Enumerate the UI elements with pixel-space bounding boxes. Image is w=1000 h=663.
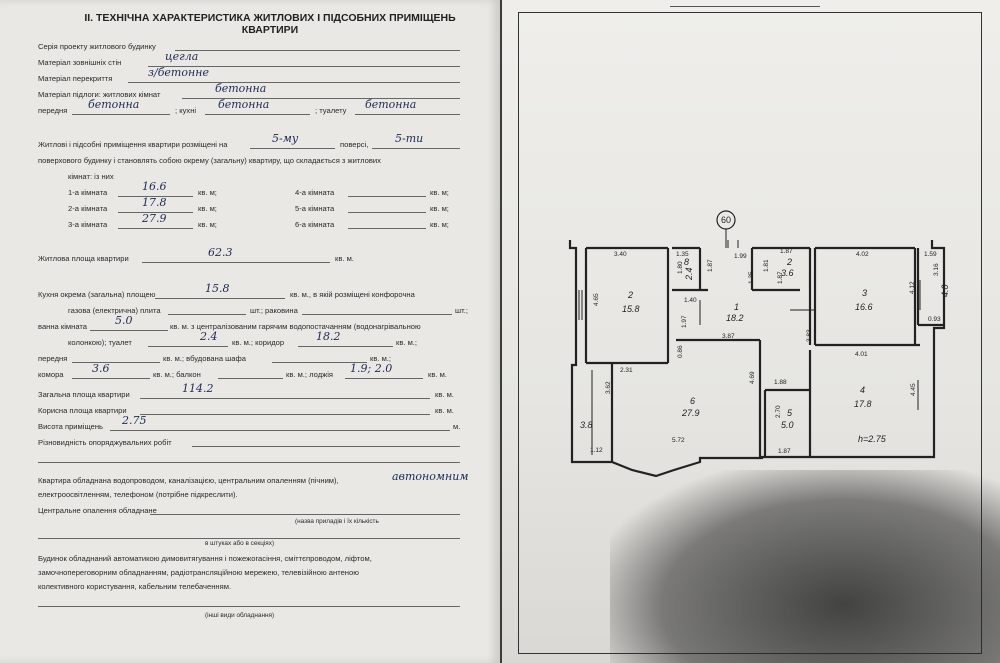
dim-label: 1.81 — [763, 259, 770, 272]
dim-label: 4.01 — [855, 351, 868, 358]
bath-label: ванна кімната — [38, 322, 87, 331]
dim-label: 4.69 — [749, 371, 756, 384]
dim-label: 1.87 — [707, 259, 714, 272]
dim-label: 1.87 — [777, 271, 784, 284]
dim-label: 2.70 — [775, 405, 782, 418]
room-area: 3.6 — [781, 268, 794, 278]
room-num: 1 — [734, 302, 740, 312]
room-num: 4 — [860, 385, 866, 395]
hall-value: бетонна — [88, 98, 140, 111]
dim-label: 1.40 — [684, 297, 697, 304]
toilet-floor-value: бетонна — [365, 98, 417, 111]
storey-value: 5-му — [272, 132, 299, 145]
room5-label: 5-а кімната — [295, 204, 335, 213]
dim-label: 1.59 — [924, 251, 937, 258]
building-line2: замочнопереговорним обладнанням, радіотрансляційною мережею, телевізійною антеною — [38, 568, 359, 577]
location-line1: Житлові і підсобні приміщення квартири розміщені на — [38, 140, 228, 149]
building-line3: колективного користування, кабельним телебаченням. — [38, 582, 232, 591]
room2-label: 2-а кімната — [68, 204, 108, 213]
floor-label: Матеріал підлоги: житлових кімнат — [38, 90, 161, 99]
room4-unit: кв. м; — [430, 188, 449, 197]
useful-unit: кв. м. — [435, 406, 454, 415]
ceiling-label: Матеріал перекриття — [38, 74, 113, 83]
page-title: ІІ. ТЕХНІЧНА ХАРАКТЕРИСТИКА ЖИТЛОВИХ І ПІДСОБНИХ ПРИМІЩЕНЬ КВАРТИРИ — [84, 12, 456, 36]
building-hint: (інші види обладнання) — [205, 612, 275, 619]
finish-label: Різновидність опоряджувальних робіт — [38, 438, 172, 447]
room-area: 2.4 — [684, 267, 694, 280]
loggia-left-area: 3.8 — [580, 420, 593, 430]
room-num: 6 — [690, 396, 696, 406]
corridor-value: 18.2 — [316, 330, 341, 343]
sink-pcs: шт.; — [455, 306, 468, 315]
height-note: h=2.75 — [858, 434, 886, 444]
dim-label: 1.35 — [676, 251, 689, 258]
room1-value: 16.6 — [142, 180, 167, 193]
dim-label: 0.93 — [928, 316, 941, 323]
room-area: 17.8 — [854, 399, 872, 409]
floor-value: бетонна — [215, 82, 267, 95]
dim-label: 4.02 — [856, 251, 869, 258]
stove-pcs: шт.; раковина — [250, 306, 298, 315]
pantry-suffix: кв. м.; балкон — [153, 370, 201, 379]
toilet-suffix: кв. м.; коридор — [232, 338, 285, 347]
pantry-value: 3.6 — [92, 362, 110, 375]
dim-label: 3.83 — [806, 329, 813, 342]
wardrobe-unit: кв. м.; — [370, 354, 392, 363]
bath-suffix: кв. м. з централізованим гарячим водопостачанням (водонагрівальною — [170, 322, 421, 331]
loggia-unit: кв. м. — [428, 370, 447, 379]
room3-unit: кв. м; — [198, 220, 217, 229]
toilet-value: 2.4 — [200, 330, 218, 343]
dim-label: 3.16 — [933, 263, 940, 276]
dim-label: 4.12 — [909, 281, 916, 294]
living-area-value: 62.3 — [208, 246, 233, 259]
room-num: 2 — [628, 290, 634, 300]
storey-suffix: поверсі, — [340, 140, 369, 149]
useful-label: Корисна площа квартири — [38, 406, 127, 415]
room-area: 16.6 — [855, 302, 873, 312]
kitchen-floor-label: ; кухні — [175, 106, 197, 115]
walls-value: цегла — [165, 50, 199, 63]
dim-label: 1.87 — [778, 448, 791, 455]
pantry-label: комора — [38, 370, 64, 379]
room3-value: 27.9 — [142, 212, 167, 225]
height-value: 2.75 — [122, 414, 147, 427]
location-line2: поверхового будинку і становлять собою окрему (загальну) квартиру, що складається з житлових — [38, 156, 381, 165]
total-label: Загальна площа квартири — [38, 390, 130, 399]
dim-label: 1.35 — [748, 271, 755, 284]
plan-outer-wall — [570, 240, 944, 476]
dim-label: 5.72 — [672, 437, 685, 444]
loggia-value: 1.9; 2.0 — [350, 362, 393, 375]
room6-unit: кв. м; — [430, 220, 449, 229]
hall-label: передня — [38, 106, 68, 115]
loggia-right-area: 4.0 — [940, 284, 950, 297]
balcony-suffix: кв. м.; лоджія — [286, 370, 334, 379]
height-label: Висота приміщень — [38, 422, 103, 431]
dim-label: 4.45 — [910, 383, 917, 396]
location-line3: кімнат: із них — [68, 172, 114, 181]
room1-label: 1-а кімната — [68, 188, 108, 197]
heating-hint2: в штуках або в секціях) — [205, 540, 275, 547]
room-num: 3 — [862, 288, 868, 298]
dim-label: 1.88 — [774, 379, 787, 386]
room1-unit: кв. м; — [198, 188, 217, 197]
room2-unit: кв. м; — [198, 204, 217, 213]
equip-line2: електроосвітленням, телефоном (потрібне підкреслити). — [38, 490, 238, 499]
room6-label: 6-а кімната — [295, 220, 335, 229]
room-area: 15.8 — [622, 304, 640, 314]
dim-label: 3.87 — [722, 333, 735, 340]
floors-value: 5-ти — [395, 132, 424, 145]
room2-value: 17.8 — [142, 196, 167, 209]
kitchen-label: Кухня окрема (загальна) площею — [38, 290, 156, 299]
dim-label: 1.97 — [681, 315, 688, 328]
dim-label: 3.62 — [605, 381, 612, 394]
height-unit: м. — [453, 422, 461, 431]
equip-handwritten: автономним — [392, 470, 469, 483]
room-area: 5.0 — [781, 420, 794, 430]
hallway-suffix: кв. м.; вбудована шафа — [163, 354, 246, 363]
room-num: 2 — [787, 257, 793, 267]
building-line1: Будинок обладнаний автоматикою димовитягування і пожежогасіння, сміттєпроводом, ліфтом, — [38, 554, 372, 563]
bath-value: 5.0 — [115, 314, 133, 327]
heating-label: Центральне опалення обладнане — [38, 506, 157, 515]
corridor-unit: кв. м.; — [396, 338, 418, 347]
dim-label: 1.99 — [734, 253, 747, 260]
room3-label: 3-а кімната — [68, 220, 108, 229]
dim-label: 3.40 — [614, 251, 627, 258]
heating-hint: (назва приладів і їх кількість — [295, 518, 379, 525]
kitchen-value: 15.8 — [205, 282, 230, 295]
toilet-line-prefix: колонкою); туалет — [68, 338, 132, 347]
room5-unit: кв. м; — [430, 204, 449, 213]
dim-label: 1.87 — [780, 248, 793, 255]
hallway-label: передня — [38, 354, 68, 363]
equip-line1: Квартира обладнана водопроводом, каналізацією, центральним опаленням (пічним), — [38, 476, 339, 485]
walls-label: Матеріал зовнішніх стін — [38, 58, 122, 67]
toilet-floor-label: ; туалету — [315, 106, 347, 115]
living-area-unit: кв. м. — [335, 254, 354, 263]
room-num: 8 — [684, 257, 690, 267]
dim-label: 1.12 — [590, 447, 603, 454]
axis-marker-label: 60 — [720, 215, 732, 225]
dim-label: 1.80 — [677, 261, 684, 274]
kitchen-floor-value: бетонна — [218, 98, 270, 111]
total-value: 114.2 — [182, 382, 214, 395]
dim-label: 2.31 — [620, 367, 633, 374]
living-area-label: Житлова площа квартири — [38, 254, 129, 263]
kitchen-suffix: кв. м., в якій розміщені конфорочна — [290, 290, 415, 299]
room-area: 18.2 — [726, 313, 744, 323]
room-num: 5 — [787, 408, 793, 418]
room-area: 27.9 — [682, 408, 700, 418]
room4-label: 4-а кімната — [295, 188, 335, 197]
total-unit: кв. м. — [435, 390, 454, 399]
stove-label: газова (електрична) плита — [68, 306, 161, 315]
series-label: Серія проекту житлового будинку — [38, 42, 156, 51]
dim-label: 4.65 — [593, 293, 600, 306]
dim-label: 0.86 — [677, 345, 684, 358]
ceiling-value: з/бетонне — [148, 66, 209, 79]
